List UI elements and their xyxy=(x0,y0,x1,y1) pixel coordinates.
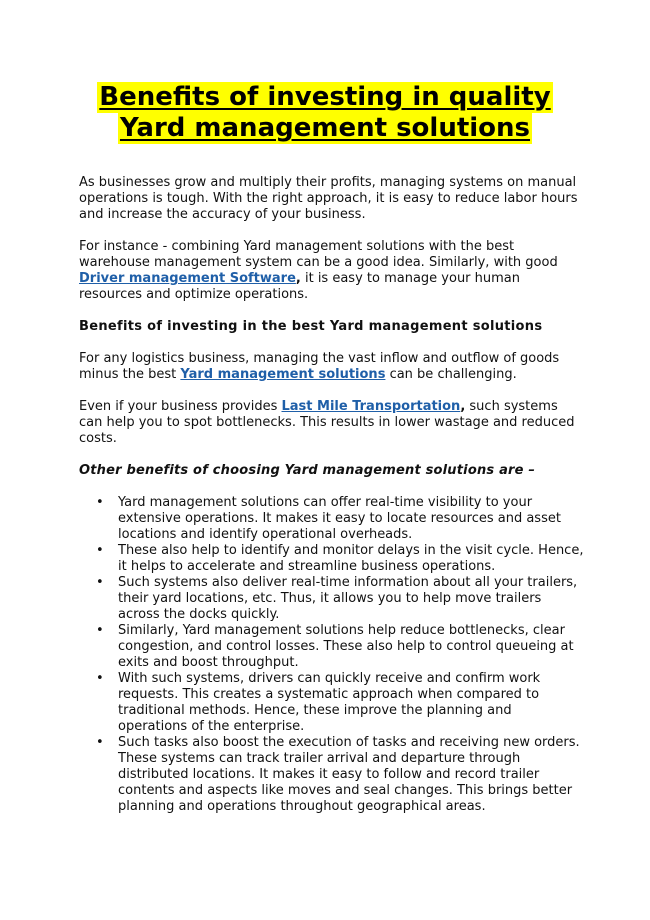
paragraph-driver-management xyxy=(79,239,584,303)
benefits-list xyxy=(79,495,584,815)
document-body xyxy=(79,175,584,815)
bullet-icon: • xyxy=(96,495,104,510)
section-heading-benefits: Benefits of investing in the best Yard management solutions xyxy=(79,319,543,334)
last-mile-transportation-link[interactable]: Last Mile Transportation xyxy=(281,399,461,414)
paragraph-text: For any logistics business, managing the vast inflow and outflow of goods minus the best xyxy=(79,351,560,382)
paragraph-text: it is easy to manage your human resources and optimize operations. xyxy=(79,271,521,302)
paragraph-text: such systems can help you to spot bottlenecks. This results in lower wastage and reduced costs. xyxy=(79,399,575,446)
bullet-icon: • xyxy=(96,623,104,638)
list-item-text: Yard management solutions can offer real-time visibility to your extensive operations. It makes it easy to locate resources and asset locations and identify operational overheads. xyxy=(118,495,561,542)
list-item xyxy=(79,623,584,671)
list-item xyxy=(79,735,584,815)
list-item xyxy=(79,671,584,735)
list-item-text: Such systems also deliver real-time information about all your trailers, their yard locations, etc. Thus, it allows you to help move trailers across the docks quickly. xyxy=(118,575,578,622)
bullet-icon: • xyxy=(96,671,104,686)
title-line-1: Benefits of investing in quality xyxy=(99,82,551,112)
bullet-icon: • xyxy=(96,543,104,558)
paragraph-text: Even if your business provides xyxy=(79,399,282,414)
list-item-text: These also help to identify and monitor delays in the visit cycle. Hence, it helps to accelerate and streamline business operations. xyxy=(118,543,584,574)
paragraph-comma: , xyxy=(460,399,466,414)
list-item-text: With such systems, drivers can quickly receive and confirm work requests. This creates a systematic approach when compared to traditional methods. Hence, these improve the planning and operations of the enterprise. xyxy=(118,671,541,734)
paragraph-text: can be challenging. xyxy=(385,367,517,382)
paragraph-comma: , xyxy=(295,271,301,286)
bullet-icon: • xyxy=(96,575,104,590)
paragraph-last-mile xyxy=(79,399,584,447)
intro-paragraph: As businesses grow and multiply their profits, managing systems on manual operations is tough. With the right approach, it is easy to reduce labor hours and increase the accuracy of your business. xyxy=(79,175,578,222)
yard-management-solutions-link[interactable]: Yard management solutions xyxy=(180,367,386,382)
section-heading-other-benefits: Other benefits of choosing Yard management solutions are – xyxy=(79,463,536,478)
list-item xyxy=(79,495,584,543)
paragraph-text: For instance - combining Yard management solutions with the best warehouse management system can be a good idea. Similarly, with good xyxy=(79,239,558,270)
title-line-2: Yard management solutions xyxy=(119,113,531,143)
paragraph-logistics xyxy=(79,351,584,383)
list-item-text: Such tasks also boost the execution of tasks and receiving new orders. These systems can track trailer arrival and departure through distributed locations. It makes it easy to follow and record trailer contents and aspects like moves and seal changes. This brings better planning and operations throughout geographical areas. xyxy=(118,735,580,814)
list-item xyxy=(79,543,584,575)
list-item-text: Similarly, Yard management solutions help reduce bottlenecks, clear congestion, and control losses. These also help to control queueing at exits and boost throughput. xyxy=(118,623,574,670)
bullet-icon: • xyxy=(96,735,104,750)
driver-management-software-link[interactable]: Driver management Software xyxy=(79,271,296,286)
document-title xyxy=(0,82,650,144)
list-item xyxy=(79,575,584,623)
